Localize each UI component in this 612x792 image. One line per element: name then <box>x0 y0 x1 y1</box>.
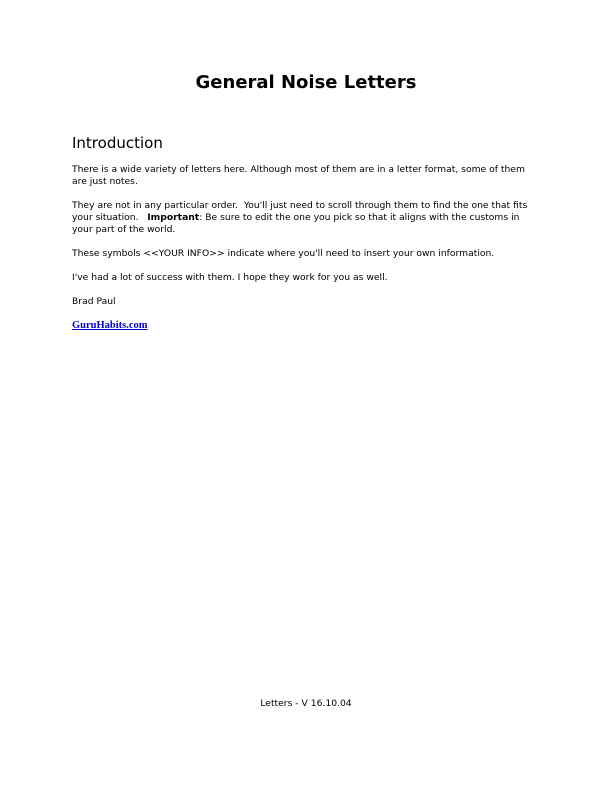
paragraph: These symbols <<YOUR INFO>> indicate where you'll need to insert your own information. <box>72 248 495 259</box>
paragraph: I've had a lot of success with them. I hope they work for you as well. <box>72 272 388 283</box>
paragraph: There is a wide variety of letters here. Although most of them are in a letter format, some of them are just notes. <box>72 164 525 187</box>
page-footer: Letters - V 16.10.04 <box>260 698 352 709</box>
page-title: General Noise Letters <box>195 72 417 93</box>
signature: Brad Paul <box>72 296 116 307</box>
important-label: Important <box>147 212 200 223</box>
paragraph-text: : Be sure to edit the one you pick so that it aligns with the customs in your part of the world. <box>72 212 520 235</box>
paragraph-text: They are not in any particular order. You'll just need to scroll through them to find the one that fits your situation. <box>72 200 531 223</box>
intro-body <box>72 164 540 344</box>
website-link[interactable]: GuruHabits.com <box>72 320 148 331</box>
section-heading: Introduction <box>72 134 163 152</box>
paragraph <box>72 200 540 236</box>
